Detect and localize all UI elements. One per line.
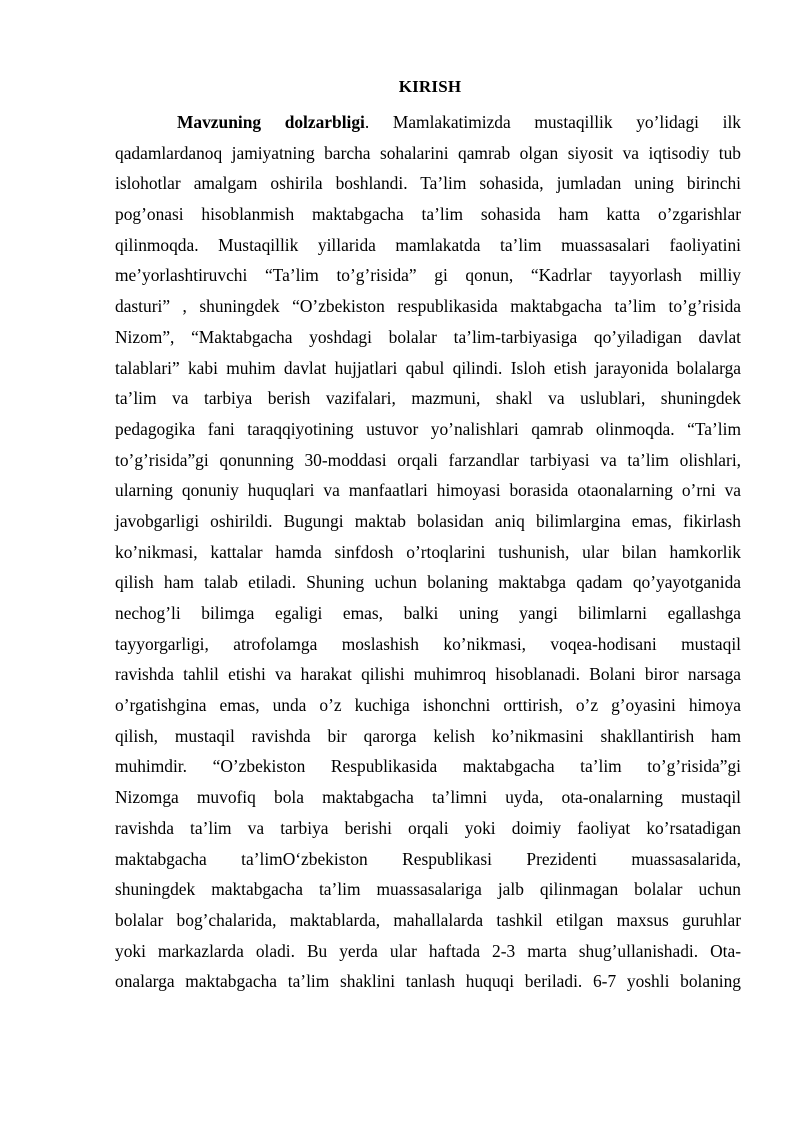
paragraph-line: Nizomga muvofiq bola maktabgacha ta’limni uyda, ota-onalarning mustaqil bbox=[115, 787, 741, 808]
lead-bold-term: Mavzuning dolzarbligi bbox=[177, 112, 365, 132]
paragraph-line: ravishda tahlil etishi va harakat qilishi muhimroq hisoblanadi. Bolani biror narsaga bbox=[115, 664, 741, 685]
paragraph-line: qilish, mustaqil ravishda bir qarorga kelish ko’nikmasini shakllantirish ham bbox=[115, 725, 741, 746]
paragraph-line: Nizom”, “Maktabgacha yoshdagi bolalar ta’lim-tarbiyasiga qo’yiladigan davlat bbox=[115, 326, 741, 347]
paragraph-line: javobgarligi oshirildi. Bugungi maktab bolasidan aniq bilimlargina emas, fikirlash bbox=[115, 510, 741, 531]
paragraph-line: me’yorlashtiruvchi “Ta’lim to’g’risida” gi qonun, “Kadrlar tayyorlash milliy bbox=[115, 265, 741, 286]
paragraph-line: ravishda ta’lim va tarbiya berishi orqali yoki doimiy faoliyat ko’rsatadigan bbox=[115, 817, 741, 838]
paragraph-line: yoki markazlarda oladi. Bu yerda ular haftada 2-3 marta shug’ullanishadi. Ota- bbox=[115, 940, 741, 961]
paragraph-line: ko’nikmasi, kattalar hamda sinfdosh o’rtoqlarini tushunish, ular bilan hamkorlik bbox=[115, 541, 741, 562]
section-heading: KIRISH bbox=[398, 77, 462, 96]
paragraph-line: tayyorgarligi, atrofolamga moslashish ko’nikmasi, voqea-hodisani mustaqil bbox=[115, 633, 741, 654]
paragraph-line: to’g’risida”gi qonunning 30-moddasi orqali farzandlar tarbiyasi va ta’lim olishlari, bbox=[115, 449, 741, 470]
paragraph-line: muhimdir. “O’zbekiston Respublikasida maktabgacha ta’lim to’g’risida”gi bbox=[115, 756, 741, 777]
paragraph-line: talablari” kabi muhim davlat hujjatlari qabul qilindi. Isloh etish jarayonida bolalarga bbox=[115, 357, 741, 378]
paragraph-line: shuningdek maktabgacha ta’lim muassasalariga jalb qilinmagan bolalar uchun bbox=[115, 879, 741, 900]
paragraph-line: bolalar bog’chalarida, maktablarda, mahallalarda tashkil etilgan maxsus guruhlar bbox=[115, 909, 741, 930]
paragraph-line: pog’onasi hisoblanmish maktabgacha ta’lim sohasida ham katta o’zgarishlar bbox=[115, 204, 741, 225]
paragraph-line: maktabgacha ta’limO‘zbekiston Respublikasi Prezidenti muassasalarida, bbox=[115, 848, 741, 869]
paragraph-line-text: . Mamlakatimizda mustaqillik yo’lidagi ilk bbox=[364, 112, 741, 132]
paragraph-line: ta’lim va tarbiya berish vazifalari, mazmuni, shakl va uslublari, shuningdek bbox=[115, 388, 741, 409]
paragraph-line: nechog’li bilimga egaligi emas, balki uning yangi bilimlarni egallashga bbox=[115, 603, 741, 623]
paragraph-line: qadamlardanoq jamiyatning barcha sohalarini qamrab olgan siyosit va iqtisodiy tub bbox=[115, 142, 741, 163]
paragraph-line-first bbox=[115, 107, 741, 138]
paragraph-line: o’rgatishgina emas, unda o’z kuchiga ishonchni orttirish, o’z g’oyasini himoya bbox=[115, 695, 741, 716]
paragraph-line: islohotlar amalgam oshirila boshlandi. Ta’lim sohasida, jumladan uning birinchi bbox=[115, 173, 741, 194]
paragraph-line: ularning qonuniy huquqlari va manfaatlari himoyasi borasida otaonalarning o’rni va bbox=[115, 480, 741, 501]
paragraph-line: qilinmoqda. Mustaqillik yillarida mamlakatda ta’lim muassasalari faoliyatini bbox=[115, 234, 741, 255]
paragraph-line: dasturi” , shuningdek “O’zbekiston respublikasida maktabgacha ta’lim to’g’risida bbox=[115, 296, 741, 317]
paragraph-line: pedagogika fani taraqqiyotining ustuvor yo’nalishlari qamrab olinmoqda. “Ta’lim bbox=[115, 418, 741, 439]
paragraph-line: qilish ham talab etiladi. Shuning uchun bolaning maktabga qadam qo’yayotganida bbox=[115, 572, 741, 593]
body-paragraph bbox=[115, 107, 741, 997]
paragraph-line: onalarga maktabgacha ta’lim shaklini tanlash huquqi beriladi. 6-7 yoshli bolaning bbox=[115, 971, 741, 992]
